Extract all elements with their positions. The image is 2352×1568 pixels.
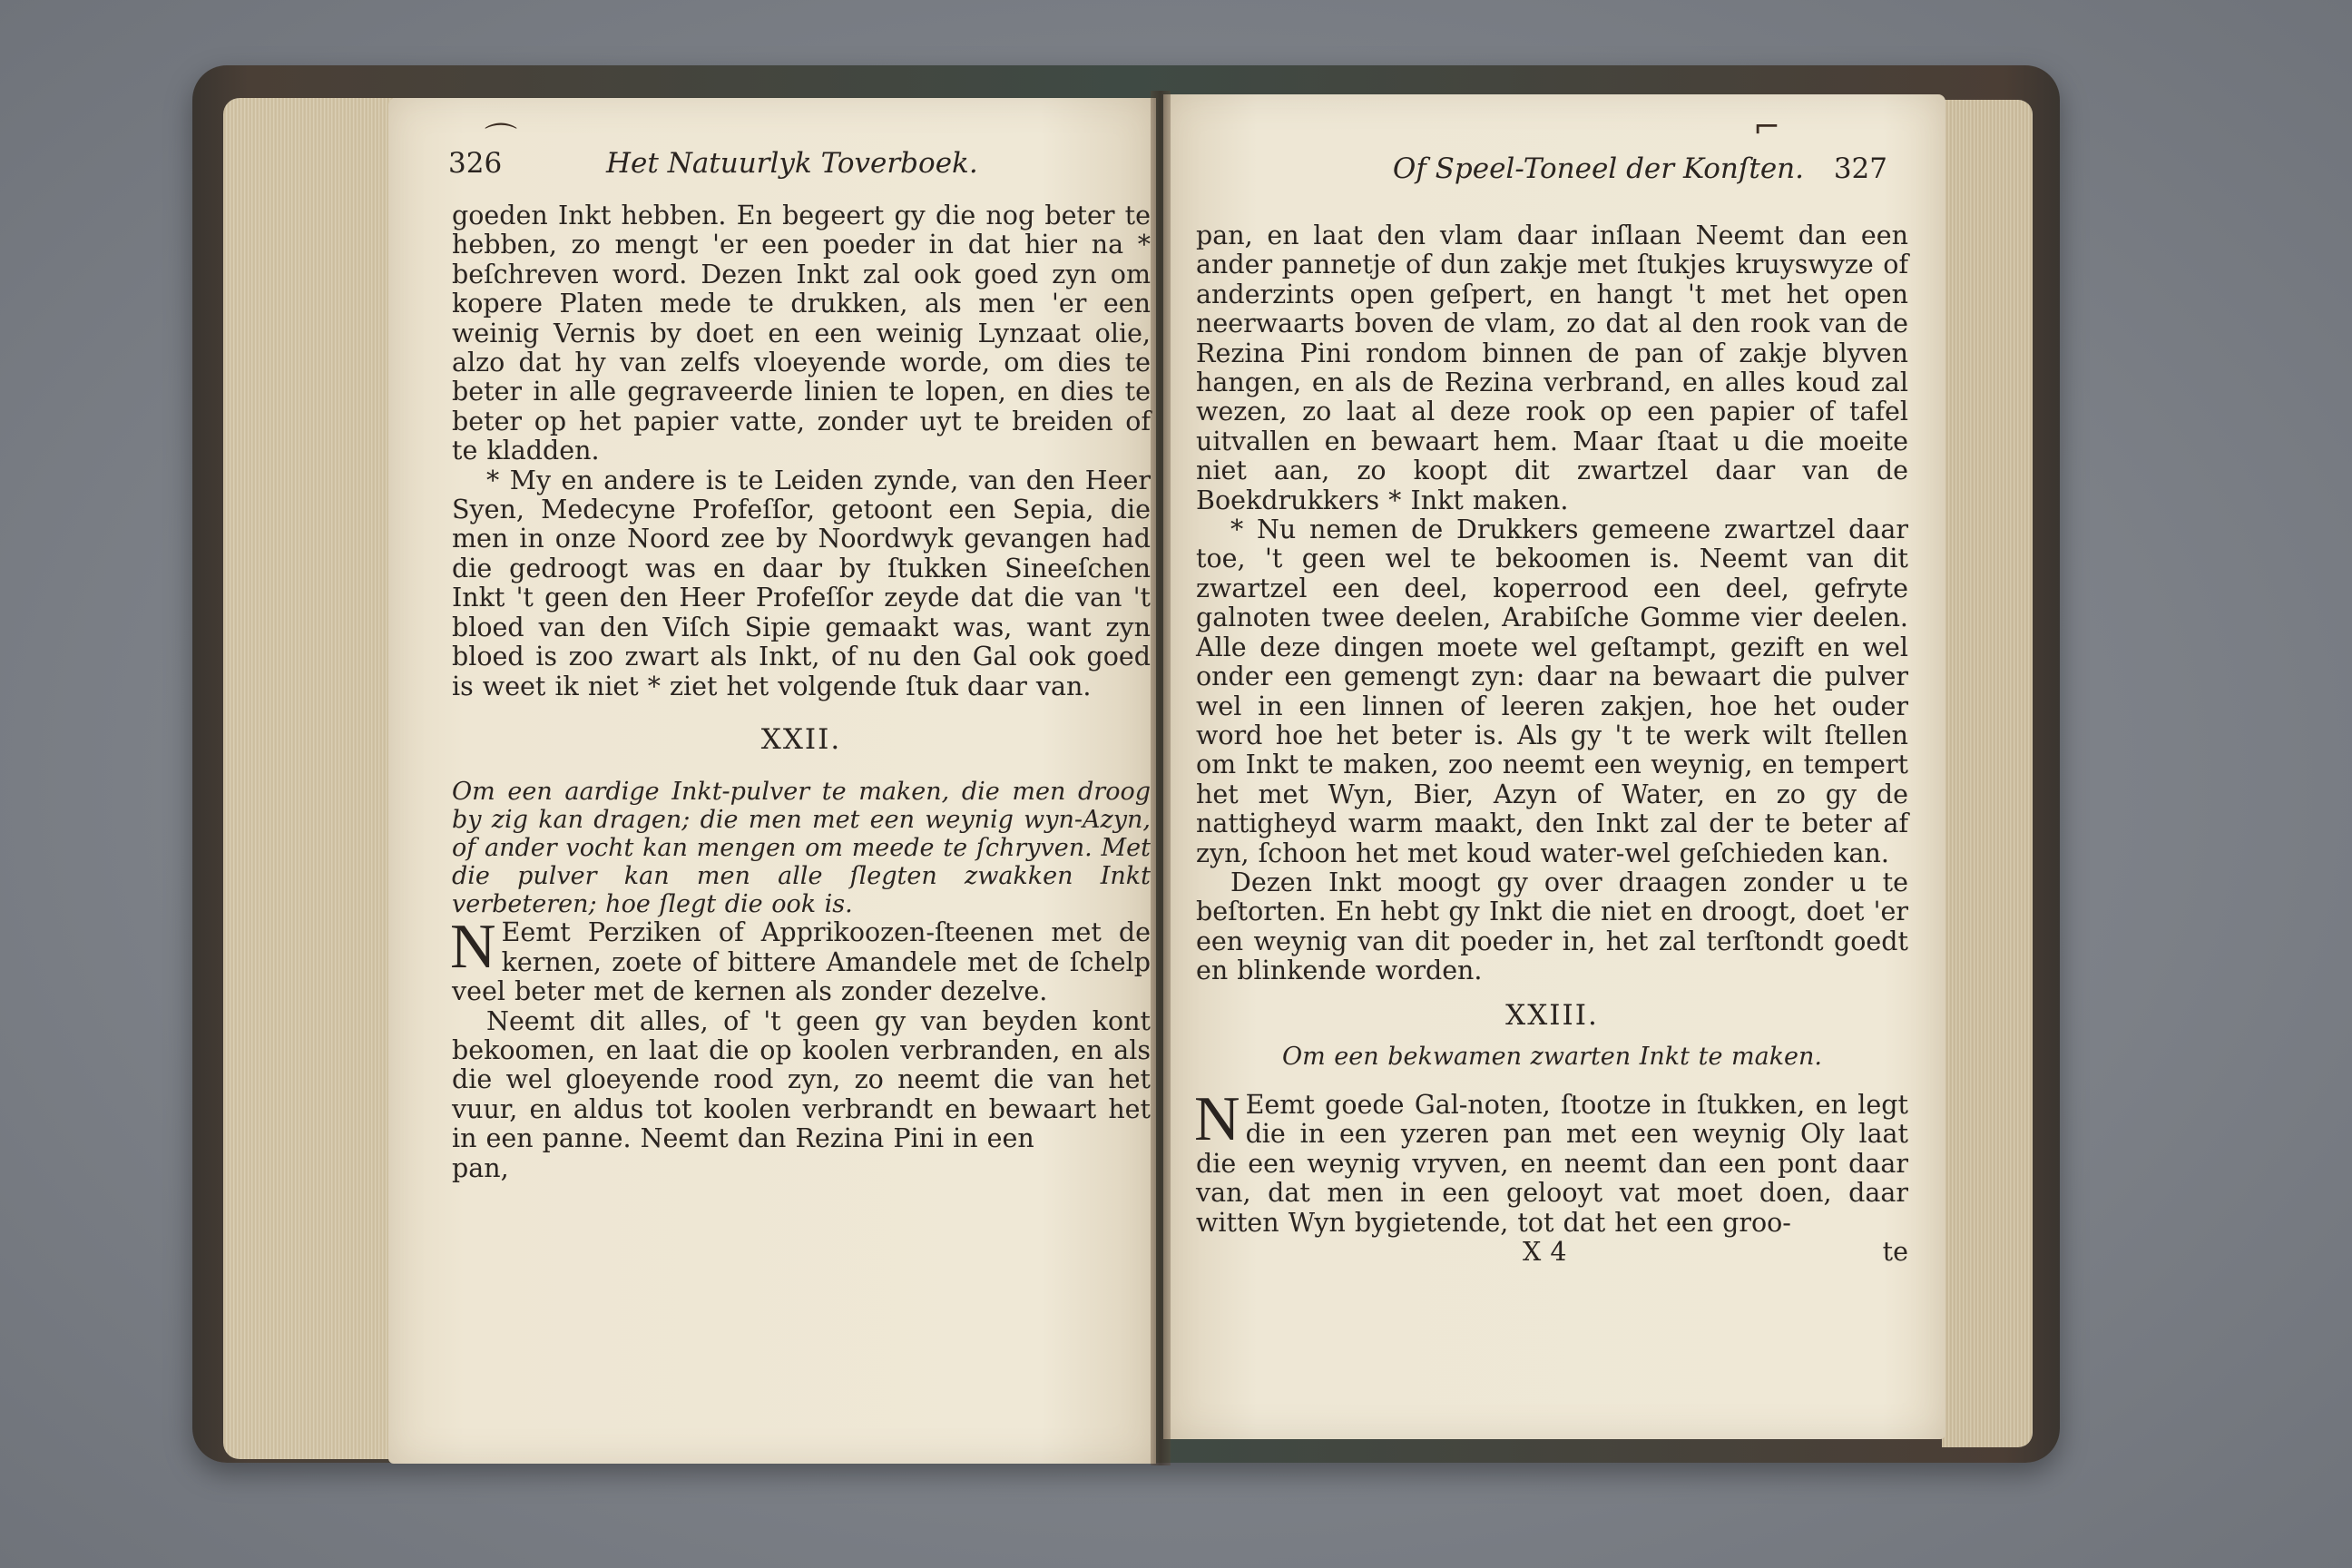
left-paragraph-2: * My en andere is te Leiden zynde, van den Heer Syen, Medecyne Profeſſor, getoont een Sepia, die men in onze Noord zee by Noordwyk gevangen had die gedroogt was en daar by ſtukken Sineeſchen Inkt 't geen den Heer Profeſſor zeyde dat die van 't bloed van den Viſch Sipie gemaakt was, want zyn bloed is zoo zwart als Inkt, of nu den Gal ook goed is weet ik niet * ziet het volgende ſtuk daar van. [452,465,1151,701]
left-section-number: XXII. [760,722,842,756]
page-mark-icon: ⌐ [1753,109,1781,146]
left-paragraph-1: goeden Inkt hebben. En begeert gy die nog beter te hebben, zo mengt 'er een poeder in dat hier na * beſchreven word. Dezen Inkt zal ook goed zyn om kopere Platen mede te drukken, als men 'er een weinig Vernis by doet en een weinig Lynzaat olie, alzo dat hy van zelfs vloeyende worde, om dies te beter in alle gegraveerde linien te lopen, en dies te beter op het papier vatte, zonder uyt te breiden of te kladden. [452,201,1151,466]
right-page-number: 327 [1833,152,1887,185]
left-running-head: Het Natuurlyk Toverboek. [606,147,978,180]
left-section-title: Om een aardige Inkt-pulver te maken, die men droog by zig kan dragen; die men met een weynig wyn-Azyn, of ander vocht kan mengen om meede te ſchryven. Met die pulver kan men alle ſlegten zwakken Inkt verbeteren; hoe ſlegt die ook is. [452,778,1151,919]
right-section-number: XXIII. [1505,998,1599,1032]
page-edges-left [223,98,396,1459]
left-catchword: pan, [452,1152,509,1183]
page-mark-icon: ⌒ [485,122,518,159]
left-page-body [452,201,1151,1183]
left-page [388,98,1156,1464]
right-page [1163,94,1945,1439]
left-first-paragraph: Eemt Perziken of Apprikoozen-ſteenen met de kernen, zoete of bittere Amandele met de ſchelp veel beter met de kernen als zonder dezelve. [452,917,1151,1007]
left-dropcap: N [450,912,496,983]
left-page-number: 326 [448,147,503,180]
right-paragraph-2: * Nu nemen de Drukkers gemeene zwartzel daar toe, 't geen wel te bekoomen is. Neemt van dit zwartzel een deel, koperrood een deel, gefryte galnoten twee deelen, Arabiſche Gomme vier deelen. Alle deze dingen moete wel geſtampt, gezift en wel onder een gemengt zyn: daar na bewaart die pulver wel in een linnen of leeren zakjen, hoe het ouder word hoe het beter is. Als gy 't te werk wilt ſtellen om Inkt te maken, zoo neemt een weynig, en tempert het met Wyn, Bier, Azyn of Water, en zo gy de nattigheyd warm maakt, den Inkt zal der te beter af zyn, ſchoon het met koud water-wel geſchieden kan. [1196,514,1908,868]
right-dropcap: N [1194,1083,1240,1154]
right-paragraph-3: Dezen Inkt moogt gy over draagen zonder u te beſtorten. En hebt gy Inkt die niet en droogt, doet 'er een weynig van dit poeder in, het zal terſtondt goedt en blinkende worden. [1196,867,1908,986]
right-signature-mark: X 4 [1523,1237,1567,1267]
right-signature-row [1196,1238,1908,1267]
right-section-title: Om een bekwamen zwarten Inkt te maken. [1281,1042,1823,1071]
left-dropcap-paragraph [450,912,1151,1007]
right-paragraph-1: pan, en laat den vlam daar inſlaan Neemt dan een ander pannetje of dun zakje met ſtukjes kruyswyze of anderzints open geſpert, en hangt 't met het open neerwaarts boven de vlam, zo dat al den rook van de Rezina Pini rondom binnen de pan of zakje blyven hangen, en als de Rezina verbrand, en alles koud zal wezen, zo laat al deze rook op een papier of tafel uitvallen en bewaart hem. Maar ſtaat u die moeite niet aan, zo koopt dit zwartzel daar van de Boekdrukkers * Inkt maken. [1196,220,1908,515]
right-page-header [1163,143,1945,185]
page-edges-right [1942,100,2033,1447]
right-page-body [1196,221,1908,1267]
right-dropcap-paragraph [1194,1083,1908,1238]
right-catchword: te [1882,1237,1908,1267]
right-first-paragraph: Eemt goede Gal-noten, ſtootze in ſtukken, en legt die in een yzeren pan met een weynig Oly laat die een weynig vryven, en neemt dan een pont daar van, dat men in een gelooyt vat moet doen, daar witten Wyn bygietende, tot dat het een groo- [1196,1089,1908,1238]
left-second-paragraph: Neemt dit alles, of 't geen gy van beyden kont bekoomen, en laat die op koolen verbranden, en als die wel gloeyende rood zyn, zo neemt die van het vuur, en aldus tot koolen verbrandt en bewaart het in een panne. Neemt dan Rezina Pini in een [452,1005,1151,1154]
book-gutter [1151,91,1171,1465]
right-running-head: Of Speel-Toneel der Konſten. [1392,152,1804,185]
